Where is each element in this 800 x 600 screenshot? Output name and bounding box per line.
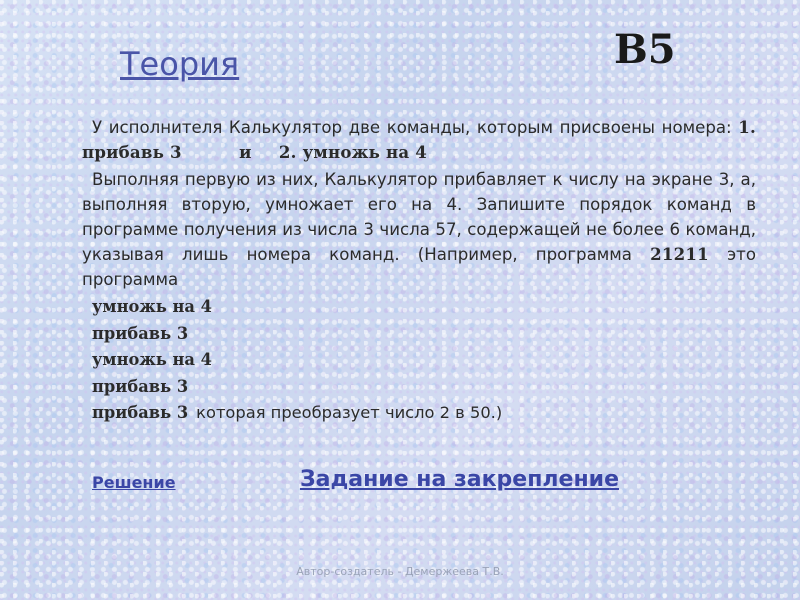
task-text — [82, 115, 756, 427]
author-footer: Автор-создатель - Демержеева Т.В. — [296, 565, 504, 578]
theory-link[interactable]: Теория — [120, 45, 240, 83]
task-intro-paragraph — [82, 115, 756, 165]
task-body-text: Выполняя первую из них, Калькулятор прибавляет к числу на экране 3, а, выполняя вторую, умножает его на 4. Запишите порядок команд в программе получения из числа 3 числа 57, содержащей не более 6 команд, указывая лишь номера команд. (Например, программа — [82, 170, 756, 264]
example-program-step: умножь на 4 — [92, 350, 212, 369]
example-program-code: 21211 — [650, 244, 709, 264]
example-program-step: умножь на 4 — [92, 297, 212, 316]
command-2-label: 2. умножь на 4 — [278, 142, 428, 162]
and-word: и — [239, 142, 252, 162]
solution-link[interactable]: Решение — [92, 473, 176, 492]
task-body-after-code: это программа — [82, 245, 757, 289]
task-intro-text: У исполнителя Калькулятор две команды, которым присвоены номера: — [92, 118, 732, 137]
example-program-step: прибавь 3 которая преобразует число 2 в 50.) — [92, 403, 503, 422]
example-program-step: прибавь 3 — [92, 376, 189, 396]
command-1-label: 1. прибавь 3 — [82, 117, 756, 162]
task-body-paragraph — [82, 167, 756, 292]
example-note: которая преобразует число 2 в 50.) — [196, 403, 503, 422]
example-program-list — [92, 294, 756, 427]
slide-code-title: В5 — [614, 26, 676, 73]
example-program-step: прибавь 3 — [92, 323, 189, 343]
homework-link[interactable]: Задание на закрепление — [300, 467, 619, 492]
